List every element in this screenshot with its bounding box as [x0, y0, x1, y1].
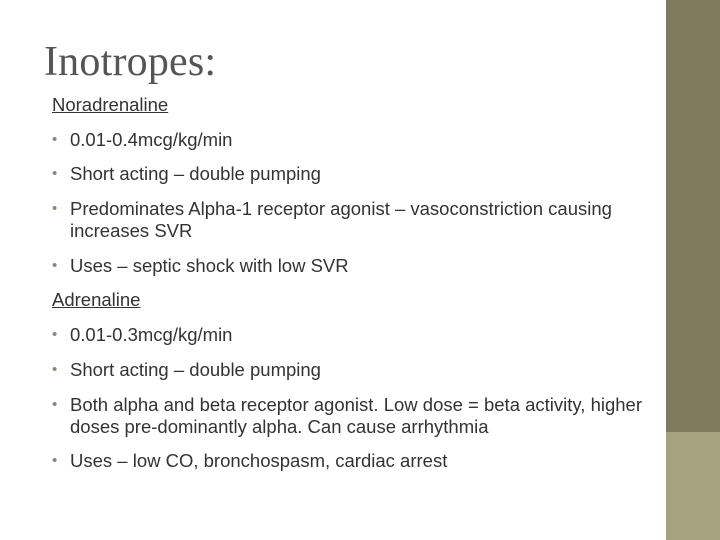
- list-item-text: 0.01-0.3mcg/kg/min: [70, 324, 233, 346]
- bullet-list: [52, 129, 642, 277]
- bullet-icon: •: [52, 165, 58, 183]
- list-item: [52, 255, 642, 277]
- bullet-icon: •: [52, 130, 58, 148]
- list-item: [52, 394, 642, 438]
- sidebar-accent-light: [666, 432, 720, 540]
- bullet-icon: •: [52, 452, 58, 470]
- bullet-icon: •: [52, 256, 58, 274]
- bullet-icon: •: [52, 200, 58, 218]
- section-adrenaline: [52, 289, 642, 472]
- section-noradrenaline: [52, 94, 642, 277]
- list-item-text: Uses – septic shock with low SVR: [70, 254, 349, 276]
- section-heading: Noradrenaline: [52, 94, 169, 115]
- list-item-text: Uses – low CO, bronchospasm, cardiac arrest: [70, 450, 448, 472]
- list-item-text: Short acting – double pumping: [70, 163, 321, 185]
- list-item-text: Predominates Alpha-1 receptor agonist – vasoconstriction causing increases SVR: [70, 198, 612, 242]
- list-item-text: Both alpha and beta receptor agonist. Low dose = beta activity, higher doses pre-dominantly alpha. Can cause arrhythmia: [70, 393, 642, 437]
- bullet-icon: •: [52, 326, 58, 344]
- sidebar-accent-dark: [666, 0, 720, 432]
- bullet-icon: •: [52, 395, 58, 413]
- bullet-list: [52, 324, 642, 472]
- list-item: [52, 450, 642, 472]
- list-item: [52, 324, 642, 346]
- list-item: [52, 129, 642, 151]
- bullet-icon: •: [52, 360, 58, 378]
- section-heading: Adrenaline: [52, 289, 141, 311]
- list-item: [52, 163, 642, 185]
- list-item: [52, 198, 642, 242]
- list-item-text: 0.01-0.4mcg/kg/min: [70, 128, 233, 150]
- slide-title: Inotropes:: [44, 39, 217, 85]
- list-item-text: Short acting – double pumping: [70, 358, 321, 380]
- list-item: [52, 359, 642, 381]
- slide-body: [52, 94, 642, 472]
